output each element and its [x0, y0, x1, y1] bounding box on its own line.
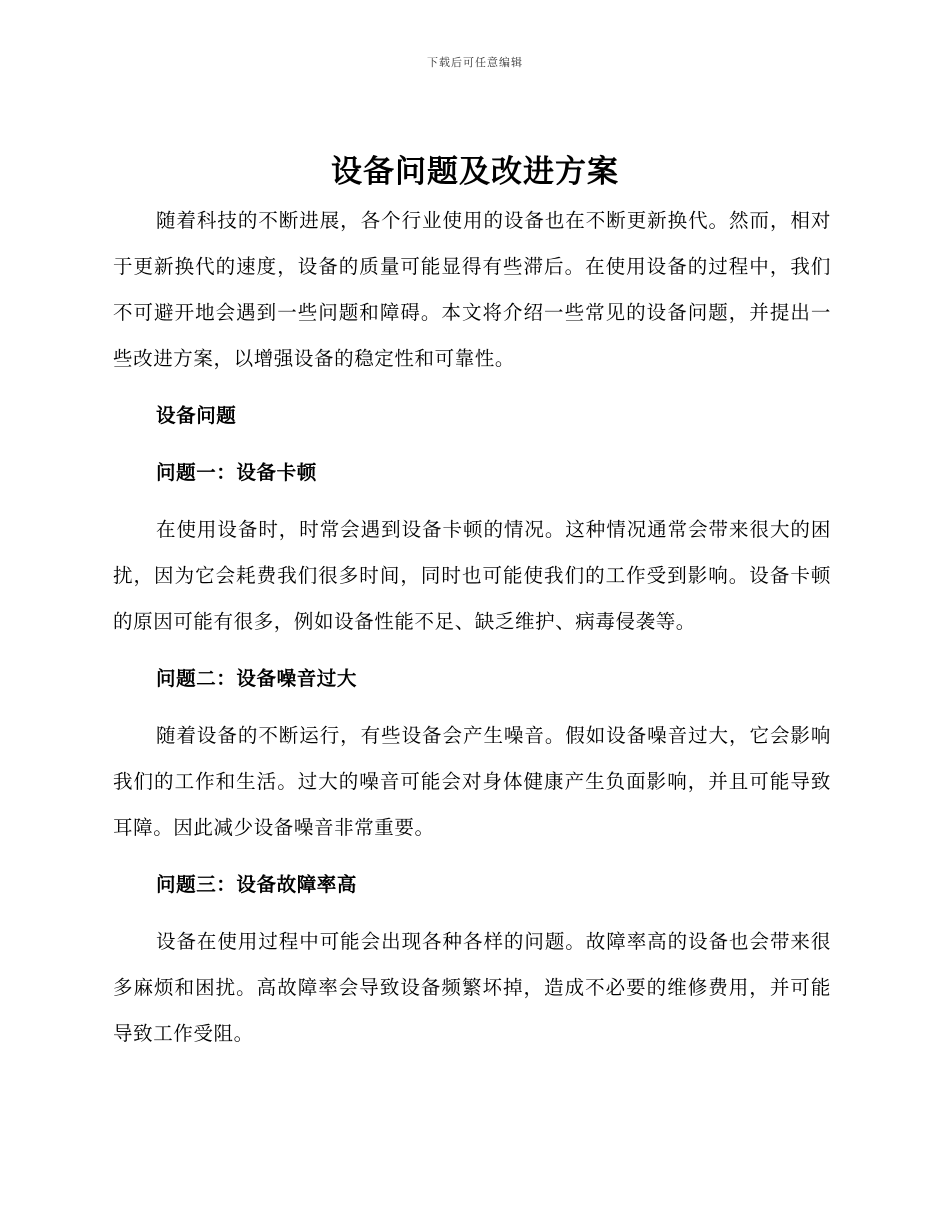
problem-1-heading: 问题一：设备卡顿	[156, 461, 317, 484]
intro-paragraph: 随着科技的不断进展，各个行业使用的设备也在不断更新换代。然而，相对于更新换代的速度，设备的质量可能显得有些滞后。在使用设备的过程中，我们不可避开地会遇到一些问题和障碍。本文将介绍一些常见的设备问题，并提出一些改进方案，以增强设备的稳定性和可靠性。	[113, 209, 831, 370]
header-note: 下载后可任意编辑	[427, 56, 523, 69]
problem-3-heading: 问题三：设备故障率高	[156, 873, 358, 896]
document-title: 设备问题及改进方案	[331, 154, 619, 190]
section-heading: 设备问题	[156, 404, 237, 427]
problem-2-paragraph: 随着设备的不断运行，有些设备会产生噪音。假如设备噪音过大，它会影响我们的工作和生活。过大的噪音可能会对身体健康产生负面影响，并且可能导致耳障。因此减少设备噪音非常重要。	[113, 724, 831, 839]
problem-1-paragraph: 在使用设备时，时常会遇到设备卡顿的情况。这种情况通常会带来很大的困扰，因为它会耗费我们很多时间，同时也可能使我们的工作受到影响。设备卡顿的原因可能有很多，例如设备性能不足、缺乏维护、病毒侵袭等。	[113, 518, 831, 633]
problem-2-heading: 问题二：设备噪音过大	[156, 667, 358, 690]
problem-3-paragraph: 设备在使用过程中可能会出现各种各样的问题。故障率高的设备也会带来很多麻烦和困扰。高故障率会导致设备频繁坏掉，造成不必要的维修费用，并可能导致工作受阻。	[113, 930, 831, 1045]
document-body	[113, 198, 831, 1057]
